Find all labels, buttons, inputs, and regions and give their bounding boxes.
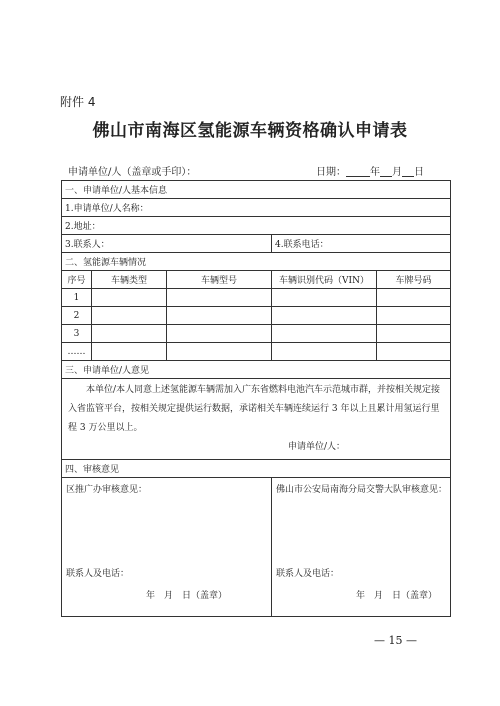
statement-text: 本单位/本人同意上述氢能源车辆需加入广东省燃料电池汽车示范城市群，并按相关规定接入省监管平台，按相关规定提供运行数据，承诺相关车辆连续运行 3 年以上且累计用氢运行里程 3 万公里以上。 bbox=[68, 385, 441, 433]
district-office-review[interactable] bbox=[62, 478, 272, 617]
vehicle-model-cell[interactable] bbox=[167, 289, 272, 307]
plate-number-cell[interactable] bbox=[377, 289, 451, 307]
vin-cell[interactable] bbox=[272, 289, 377, 307]
col-header-plate-number: 车牌号码 bbox=[377, 271, 451, 289]
row-index: 3 bbox=[62, 325, 92, 343]
police-review-label: 佛山市公安局南海分局交警大队审核意见： bbox=[276, 485, 448, 495]
applicant-signature-label[interactable]: 申请单位/人： bbox=[288, 442, 346, 452]
attachment-label: 附件 4 bbox=[60, 95, 96, 109]
vehicle-type-cell[interactable] bbox=[92, 289, 167, 307]
section3-header: 三、申请单位/人意见 bbox=[62, 361, 451, 379]
vehicle-model-cell[interactable] bbox=[167, 343, 272, 361]
date-prefix: 日期： bbox=[316, 167, 346, 178]
address-field[interactable]: 2.地址： bbox=[62, 217, 451, 235]
vehicle-model-cell[interactable] bbox=[167, 325, 272, 343]
traffic-police-review[interactable] bbox=[272, 478, 451, 617]
section2-header: 二、氢能源车辆情况 bbox=[62, 253, 451, 271]
table-row bbox=[62, 343, 451, 361]
application-form-table bbox=[61, 180, 451, 617]
col-header-vehicle-model: 车辆型号 bbox=[167, 271, 272, 289]
row-index: …… bbox=[62, 343, 92, 361]
applicant-statement bbox=[62, 379, 451, 460]
vin-cell[interactable] bbox=[272, 325, 377, 343]
applicant-seal-line: 申请单位/人（盖章或手印）： bbox=[68, 167, 197, 178]
row-index: 2 bbox=[62, 307, 92, 325]
vin-cell[interactable] bbox=[272, 343, 377, 361]
contact-person-field[interactable]: 3.联系人： bbox=[62, 235, 272, 253]
district-contact-label: 联系人及电话： bbox=[66, 569, 130, 579]
page-title: 佛山市南海区氢能源车辆资格确认申请表 bbox=[92, 121, 408, 141]
col-header-index: 序号 bbox=[62, 271, 92, 289]
plate-number-cell[interactable] bbox=[377, 307, 451, 325]
col-header-vehicle-type: 车辆类型 bbox=[92, 271, 167, 289]
day-blank[interactable] bbox=[402, 166, 414, 177]
section4-header: 四、审核意见 bbox=[62, 460, 451, 478]
police-stamp-date: 年 月 日（盖章） bbox=[356, 591, 438, 601]
table-row bbox=[62, 289, 451, 307]
date-line bbox=[316, 163, 424, 178]
table-row bbox=[62, 325, 451, 343]
col-header-vin: 车辆识别代码（VIN） bbox=[272, 271, 377, 289]
month-blank[interactable] bbox=[380, 166, 392, 177]
section1-header: 一、申请单位/人基本信息 bbox=[62, 181, 451, 199]
month-label: 月 bbox=[392, 167, 402, 178]
year-label: 年 bbox=[370, 167, 380, 178]
applicant-name-field[interactable]: 1.申请单位/人名称： bbox=[62, 199, 451, 217]
plate-number-cell[interactable] bbox=[377, 343, 451, 361]
vehicle-type-cell[interactable] bbox=[92, 307, 167, 325]
vehicle-model-cell[interactable] bbox=[167, 307, 272, 325]
plate-number-cell[interactable] bbox=[377, 325, 451, 343]
year-blank[interactable] bbox=[346, 166, 370, 177]
district-stamp-date: 年 月 日（盖章） bbox=[146, 591, 228, 601]
vehicle-type-cell[interactable] bbox=[92, 325, 167, 343]
district-review-label: 区推广办审核意见： bbox=[66, 485, 148, 495]
table-row bbox=[62, 307, 451, 325]
page-number: — 15 — bbox=[374, 634, 417, 647]
day-label: 日 bbox=[414, 167, 424, 178]
row-index: 1 bbox=[62, 289, 92, 307]
police-contact-label: 联系人及电话： bbox=[276, 569, 340, 579]
contact-phone-field[interactable]: 4.联系电话： bbox=[272, 235, 451, 253]
vin-cell[interactable] bbox=[272, 307, 377, 325]
vehicle-type-cell[interactable] bbox=[92, 343, 167, 361]
